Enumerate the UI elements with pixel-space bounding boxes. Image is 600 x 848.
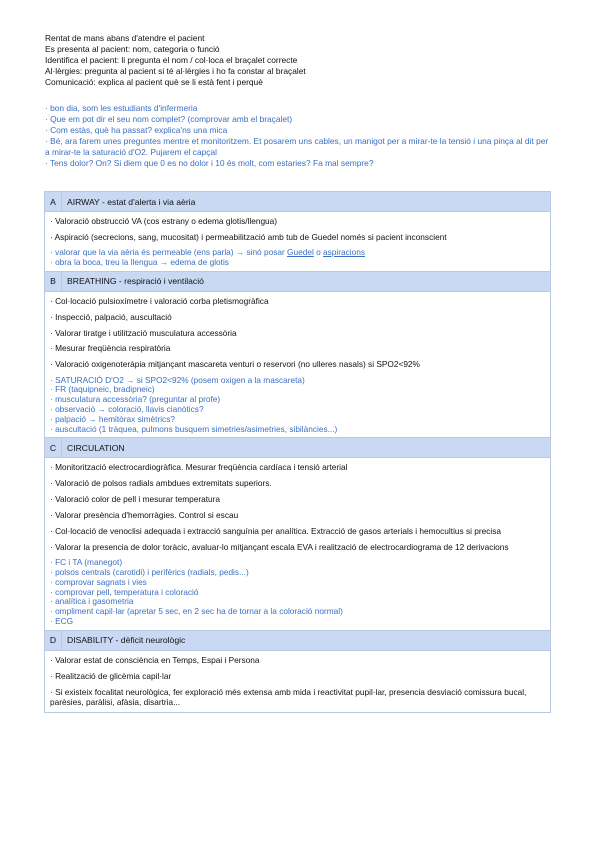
intro-checklist: [45, 33, 306, 88]
section-d-body: [45, 650, 551, 712]
checklist-item: · Si existeix focalitat neurològica, fer exploració més extensa amb mida i reactivitat pupil·lar, presencia desviació comissura bucal, parèsies, paràlisi, afàsia, disartria...: [50, 686, 527, 707]
checklist-item: · Col·locació de venoclisi adequada i extracció sanguínia per analítica. Extracció de gasos arterials i hemocultius si precisa: [50, 525, 502, 536]
intro-line: Al·lèrgies: pregunta al pacient si té al·lèrgies i ho fa constar al braçalet: [45, 65, 306, 76]
note-line: · analítica i gasometria: [50, 596, 134, 607]
note-line: · observació → coloració, llavis cianòtics?: [50, 404, 204, 415]
note-line: · comprovar sagnats i vies: [50, 576, 147, 587]
checklist-item: · Valoració de polsos radials ambdues extremitats superiors.: [50, 478, 272, 489]
section-title: AIRWAY - estat d'alerta i via aèria: [62, 192, 551, 212]
student-line: · Bé, ara farem unes preguntes mentre et monitoritzem. Et posarem uns cables, un manigot per a mirar-te la tensió i una pinça al dit per a mirar-te la saturació d'O2. Pujarem el capçal: [45, 135, 549, 157]
section-a-body: [45, 212, 551, 272]
checklist-item: · Valorar presència d'hemorràgies. Control si escau: [50, 510, 239, 521]
checklist-item: · Valorar tiratge i utilització musculatura accessòria: [50, 327, 237, 338]
section-title: CIRCULATION: [62, 438, 551, 458]
checklist-item: · Valorar estat de consciència en Temps, Espai i Persona: [50, 654, 260, 665]
student-line: · Tens dolor? On? Si diem que 0 es no dolor i 10 és molt, com estaries? Fa mal sempre?: [45, 157, 374, 168]
checklist-item: · Inspecció, palpació, auscultació: [50, 311, 172, 322]
section-c-body: [45, 458, 551, 630]
checklist-item: · Valorar la presencia de dolor toràcic, avaluar-lo mitjançant escala EVA i realització de electrocardiograma de 12 derivacions: [50, 541, 509, 552]
intro-line: Identifica el pacient: li pregunta el nom / col·loca el braçalet correcte: [45, 54, 298, 65]
checklist-item: · Valoració obstrucció VA (cos estrany o edema glotis/llengua): [50, 216, 278, 226]
checklist-item: · Mesurar freqüència respiratòria: [50, 343, 171, 354]
student-notes: [45, 103, 555, 168]
note-line: · obra la boca, treu la llengua → edema de glotis: [50, 256, 229, 267]
section-letter: D: [45, 630, 62, 650]
section-b-notes: [50, 376, 545, 435]
intro-line: Rentat de mans abans d'atendre el pacient: [45, 33, 205, 43]
section-letter: A: [45, 192, 62, 212]
checklist-item: · Aspiració (secrecions, sang, mucositat) i permeabilització amb tub de Guedel només si pacient inconscient: [50, 231, 447, 242]
section-a-notes: [50, 248, 545, 268]
note-line: · palpació → hemitòrax simètrics?: [50, 413, 175, 424]
checklist-item: · Col·locació pulsioxímetre i valoració corba pletismogràfica: [50, 295, 269, 306]
note-line: · polsos centrals (carotidi) i perifèrics (radials, pedis...): [50, 566, 249, 577]
note-text: · valorar que la via aèria és permeable (ens parla) → sinó posar: [50, 247, 288, 258]
intro-line: Es presenta al pacient: nom, categoria o funció: [45, 43, 220, 54]
section-b-body: [45, 291, 551, 438]
checklist-item: · Realització de glicèmia capil·lar: [50, 670, 172, 681]
checklist-item: · Monitorització electrocardiogràfica. Mesurar freqüència cardíaca i tensió arterial: [50, 462, 348, 473]
note-line: · FC i TA (manegot): [50, 557, 123, 568]
note-line: · musculatura accessòria? (preguntar al profe): [50, 394, 221, 405]
student-line: · bon dia, som les estudiants d'infermeria: [45, 103, 198, 113]
note-text: o: [313, 247, 324, 258]
section-a-header: [45, 192, 551, 212]
student-line: · Com estàs, què ha passat? explica'ns una mica: [45, 124, 228, 135]
section-letter: B: [45, 271, 62, 291]
intro-line: Comunicació: explica al pacient què se li està fent i perquè: [45, 76, 263, 87]
section-title: BREATHING - respiració i ventilació: [62, 271, 551, 291]
section-title: DISABILITY - dèficit neurològic: [62, 630, 551, 650]
section-b-header: [45, 271, 551, 291]
note-line: · comprovar pell, temperatura i coloració: [50, 586, 199, 597]
note-line: · SATURACIÓ D'O2 → si SPO2<92% (posem oxigen a la mascareta): [50, 374, 305, 385]
note-line: · FR (taquipneic, bradipneic): [50, 384, 155, 395]
abcde-table: [44, 191, 551, 713]
checklist-item: · Valoració color de pell i mesurar temperatura: [50, 494, 221, 505]
note-line: · ompliment capil·lar (apretar 5 sec, en 2 sec ha de tornar a la coloració normal): [50, 606, 343, 617]
section-letter: C: [45, 438, 62, 458]
note-line: · auscultació (1 tràquea, pulmons busquem simetries/asimetries, sibilàncies...): [50, 423, 338, 434]
section-d-header: [45, 630, 551, 650]
note-line: · ECG: [50, 615, 74, 626]
guedel-link[interactable]: Guedel: [287, 247, 314, 258]
section-c-header: [45, 438, 551, 458]
section-c-notes: [50, 558, 545, 627]
student-line: · Que em pot dir el seu nom complet? (comprovar amb el braçalet): [45, 113, 293, 124]
checklist-item: · Valoració oxigenoteràpia mitjançant mascareta venturi o reservori (no ulleres nasals) si SPO2<92%: [50, 359, 420, 370]
aspiracions-link[interactable]: aspiracions: [323, 247, 366, 258]
